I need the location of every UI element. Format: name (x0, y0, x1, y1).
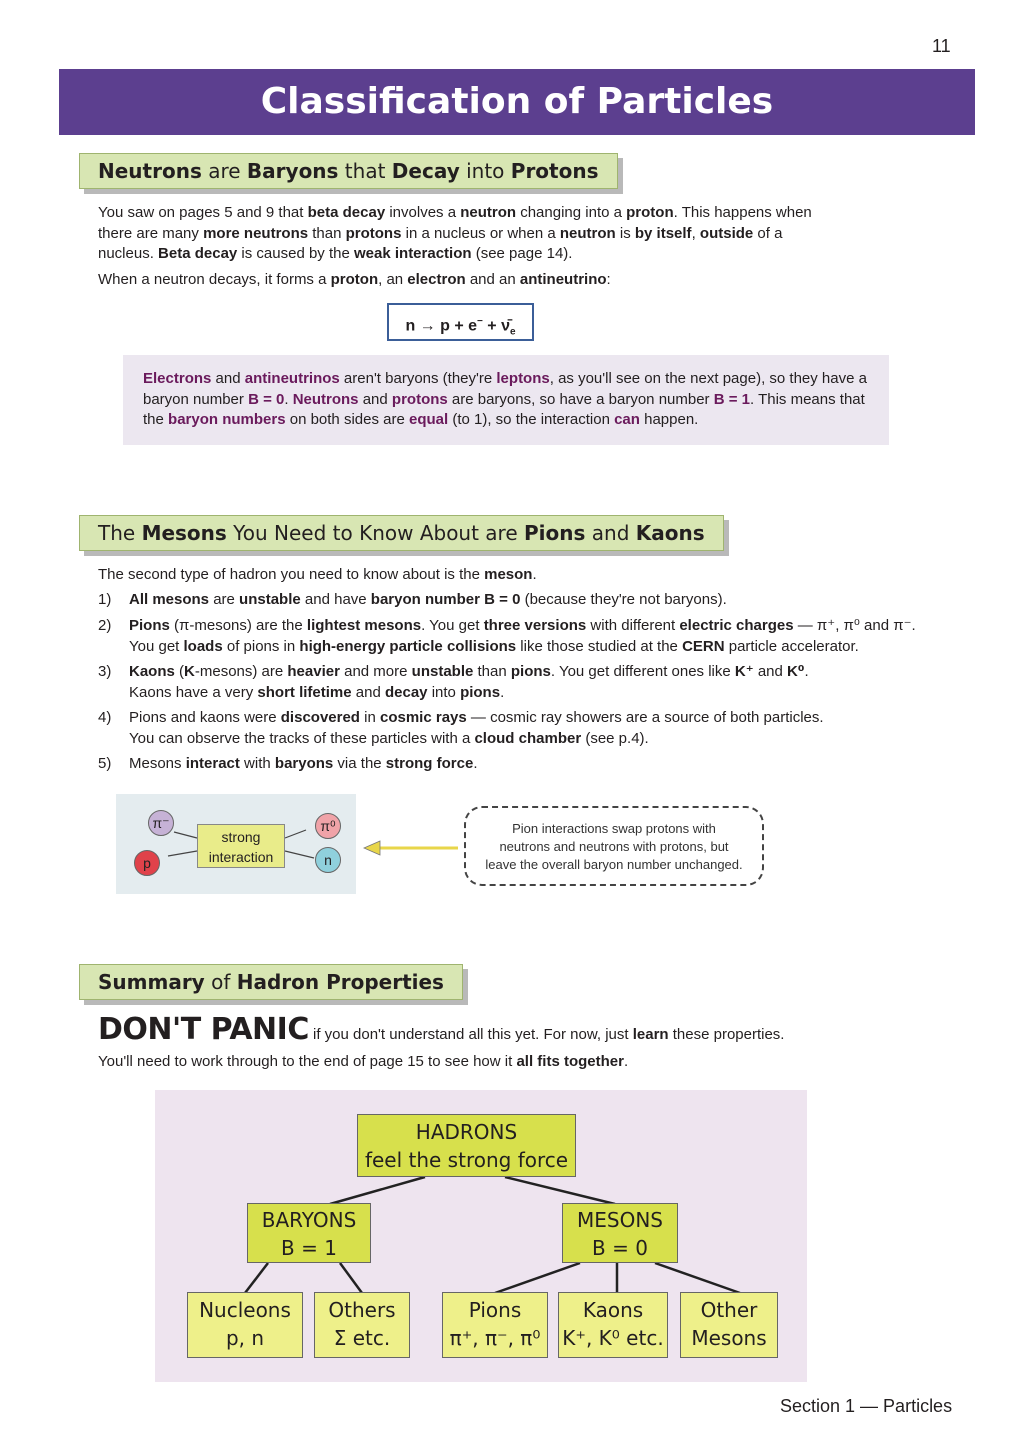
page-number: 11 (932, 36, 951, 56)
text-run: like those studied at the (516, 637, 683, 655)
mesons-node (562, 1203, 678, 1263)
kaons-desc: K⁺, K⁰ etc. (562, 1326, 664, 1350)
bold-run: high-energy particle collisions (299, 637, 517, 655)
text-run: . (500, 683, 505, 701)
text-run: : (606, 271, 611, 288)
bold-run: Summary (98, 970, 205, 994)
connector-hadrons-baryons (330, 1177, 425, 1204)
bold-run: cloud chamber (474, 729, 582, 747)
bold-run: heavier (287, 663, 340, 680)
bold-run: B = 1 (713, 390, 751, 408)
text-run: — cosmic ray showers are a source of both particles. (466, 709, 824, 726)
list-number: 4) (98, 709, 112, 726)
bold-run: leptons (496, 370, 550, 387)
section-heading-summary (79, 964, 463, 1000)
strong-interaction-box (197, 824, 285, 868)
bold-run: unstable (411, 663, 474, 680)
other-mesons-label: Other (700, 1298, 758, 1322)
kaons-label: Kaons (582, 1298, 644, 1322)
bold-run: B = 0 (248, 390, 285, 408)
pion-interaction-callout (464, 806, 764, 886)
bold-run: K⁺ (734, 663, 754, 680)
bold-run: interact (185, 755, 240, 772)
text-run: The (98, 521, 142, 545)
others-label: Others (328, 1298, 396, 1322)
proton-particle: p (134, 850, 160, 876)
text-run: The second type of hadron you need to know about is the (98, 566, 485, 583)
hadron-tree (155, 1090, 807, 1382)
meson-intro (98, 565, 898, 586)
bold-run: neutron (559, 224, 616, 242)
strong-label: strong (221, 829, 261, 845)
pointer-arrow (362, 838, 462, 858)
text-run: -mesons) are (194, 663, 288, 680)
list-number: 2) (98, 617, 112, 634)
text-run: changing into a (516, 204, 627, 221)
text-run: (π-mesons) are the (169, 617, 307, 634)
bold-run: neutron (460, 204, 517, 221)
text-run: of (204, 970, 237, 994)
bold-run: meson (484, 566, 533, 583)
bold-run: Protons (510, 159, 599, 183)
text-run: and (211, 370, 245, 387)
dont-panic-line (98, 1012, 784, 1047)
equation-sub: e (510, 326, 516, 338)
text-run: and an (465, 271, 520, 288)
bold-run: unstable (239, 591, 301, 608)
pions-node (442, 1292, 548, 1358)
text-run: are baryons, so have a baryon number (447, 390, 714, 408)
bold-run: Pions (129, 617, 170, 634)
text-run: . (804, 663, 809, 680)
text-run: . You get different ones like (550, 663, 735, 680)
bold-run: antineutrinos (244, 370, 340, 387)
text-run: . This means that the (143, 390, 865, 428)
bold-run: by itself (634, 224, 692, 242)
decay-equation (387, 303, 534, 341)
nucleons-desc: p, n (225, 1326, 265, 1350)
list-text (129, 708, 989, 749)
fits-together-line (98, 1052, 898, 1073)
baryon-number-note (123, 355, 889, 445)
bold-run: Neutrons (292, 390, 359, 408)
text-run: are (209, 591, 240, 608)
text-run: and (351, 683, 385, 701)
bold-run: can (614, 411, 640, 428)
bold-run: Pions (524, 521, 586, 545)
bold-run: decay (384, 683, 428, 701)
bold-run: cosmic rays (380, 709, 467, 726)
paragraph-neutron-decay (98, 270, 898, 291)
arrow-p-in (168, 851, 197, 856)
text-run: with different (586, 617, 680, 634)
list-number: 3) (98, 663, 112, 680)
text-run: are (201, 159, 247, 183)
text-run: is (615, 224, 635, 242)
text-run: on both sides are (285, 411, 409, 428)
others-desc: Σ etc. (333, 1326, 391, 1350)
bold-run: weak interaction (354, 245, 472, 262)
hadrons-label: HADRONS (415, 1120, 518, 1144)
connector-baryons-others (340, 1263, 362, 1293)
bold-run: Kaons (635, 521, 705, 545)
bold-run: All mesons (129, 591, 210, 608)
kaons-node (558, 1292, 668, 1358)
pi-minus-particle: π⁻ (148, 810, 174, 836)
text-run: , (691, 224, 700, 242)
other-mesons-node (680, 1292, 778, 1358)
dont-panic-text: DON'T PANIC (98, 1012, 309, 1047)
bold-run: loads (183, 637, 223, 655)
other-mesons-desc: Mesons (691, 1326, 767, 1350)
text-run: into (459, 159, 511, 183)
bold-run: short lifetime (257, 683, 352, 701)
list-number: 1) (98, 591, 112, 608)
connector-mesons-other (655, 1263, 740, 1293)
text-run: . You get (421, 617, 484, 634)
hadrons-desc: feel the strong force (364, 1148, 569, 1172)
text-run: , as you'll see on the next page), so they have a baryon number (143, 370, 867, 408)
bold-run: protons (391, 390, 448, 408)
page-title: Classification of Particles (59, 69, 975, 135)
section-heading-neutrons (79, 153, 618, 189)
list-text (129, 590, 989, 611)
baryons-label: BARYONS (261, 1208, 357, 1232)
interaction-label: interaction (208, 849, 274, 865)
paragraph-beta-decay (98, 203, 828, 265)
pi-zero-particle: π⁰ (315, 813, 341, 839)
bold-run: more neutrons (203, 224, 309, 242)
hadrons-node (357, 1114, 576, 1177)
text-run: if you don't understand all this yet. For now, just (308, 1026, 633, 1043)
bold-run: proton (330, 271, 379, 288)
list-text (129, 616, 989, 657)
bold-run: baryon number B = 0 (370, 591, 521, 608)
text-run: You get (129, 637, 184, 655)
text-run: You can observe the tracks of these particles with a (129, 729, 475, 747)
pions-label: Pions (468, 1298, 522, 1322)
text-run: into (427, 683, 461, 701)
bold-run: antineutrino (519, 271, 607, 288)
text-run: is caused by the (237, 245, 354, 262)
text-run: in (359, 709, 380, 726)
arrow-pi0-out (285, 830, 306, 838)
page-footer: Section 1 — Particles (780, 1396, 953, 1416)
text-run: When a neutron decays, it forms a (98, 271, 331, 288)
text-run: and (753, 663, 788, 680)
bold-run: baryon numbers (168, 411, 286, 428)
nucleons-label: Nucleons (199, 1298, 291, 1322)
text-run: . (623, 1053, 629, 1070)
bold-run: electric charges (679, 617, 794, 634)
text-run: aren't baryons (they're (339, 370, 497, 387)
nucleons-node (187, 1292, 303, 1358)
bold-run: proton (626, 204, 674, 221)
bold-run: pions (510, 663, 551, 680)
text-run: via the (333, 755, 386, 772)
bold-run: protons (345, 224, 402, 242)
text-run: (to 1), so the interaction (448, 411, 615, 428)
text-run: You'll need to work through to the end of page 15 to see how it (98, 1053, 517, 1070)
section-heading-mesons (79, 515, 724, 551)
mesons-desc: B = 0 (592, 1236, 648, 1260)
text-run: of a nucleus. (98, 224, 783, 262)
text-run: — π⁺, π⁰ and π⁻. (793, 617, 916, 634)
dont-panic-rest (309, 1026, 785, 1043)
mesons-label: MESONS (577, 1208, 663, 1232)
equation-sup: − (477, 316, 483, 327)
text-run: happen. (639, 411, 699, 428)
others-node (314, 1292, 410, 1358)
text-run: and have (300, 591, 371, 608)
text-run: ( (174, 663, 185, 680)
equation-rest: + ν̄ (482, 317, 510, 335)
text-run: , an (378, 271, 408, 288)
bold-run: Hadron Properties (236, 970, 444, 994)
text-run: (see page 14). (471, 245, 573, 262)
text-run: in a nucleus or when a (401, 224, 560, 242)
text-run: . This happens when there are many (98, 204, 812, 242)
list-text (129, 754, 989, 775)
text-run: . (532, 566, 537, 583)
arrow-pi-in (174, 832, 197, 838)
bold-run: Decay (391, 159, 460, 183)
text-run: Mesons (129, 755, 186, 772)
text-run: particle accelerator. (724, 637, 859, 655)
arrow-n-out (285, 851, 314, 858)
text-run: of pions in (222, 637, 300, 655)
bold-run: equal (408, 411, 449, 428)
text-run: and (358, 390, 392, 408)
bold-run: lightest mesons (306, 617, 422, 634)
text-run: Kaons have a very (129, 683, 258, 701)
text-run: (see p.4). (581, 729, 649, 747)
pointer-arrow-head (364, 841, 380, 855)
bold-run: K⁰ (787, 663, 805, 680)
text-run: than (473, 663, 511, 680)
pions-desc: π⁺, π⁻, π⁰ (449, 1326, 541, 1350)
bold-run: CERN (682, 637, 725, 655)
text-run: with (239, 755, 275, 772)
text-run: involves a (385, 204, 461, 221)
connector-hadrons-mesons (505, 1177, 615, 1204)
callout-line: leave the overall baryon number unchanged. (485, 857, 743, 872)
bold-run: Beta decay (158, 245, 238, 262)
text-run: these properties. (668, 1026, 785, 1043)
bold-run: all fits together (516, 1053, 624, 1070)
text-run: that (338, 159, 392, 183)
equation-main: n → p + e (405, 317, 478, 335)
callout-line: Pion interactions swap protons with (512, 821, 716, 836)
bold-run: electron (407, 271, 466, 288)
bold-run: K (184, 663, 195, 680)
bold-run: beta decay (307, 204, 386, 221)
text-run: You saw on pages 5 and 9 that (98, 204, 308, 221)
bold-run: learn (632, 1026, 669, 1043)
strong-interaction-diagram (116, 794, 356, 894)
bold-run: Kaons (129, 663, 175, 680)
bold-run: Neutrons (98, 159, 202, 183)
text-run: . (284, 390, 293, 408)
text-run: than (308, 224, 346, 242)
connector-mesons-pions (495, 1263, 580, 1293)
baryons-node (247, 1203, 371, 1263)
text-run: and (585, 521, 636, 545)
bold-run: baryons (274, 755, 334, 772)
list-number: 5) (98, 755, 112, 772)
text-run: and more (339, 663, 412, 680)
bold-run: strong force (385, 755, 474, 772)
bold-run: outside (699, 224, 754, 242)
neutron-particle: n (315, 847, 341, 873)
bold-run: three versions (483, 617, 587, 634)
bold-run: Electrons (143, 370, 212, 387)
text-run: . (473, 755, 478, 772)
baryons-desc: B = 1 (281, 1236, 337, 1260)
list-text (129, 662, 989, 703)
bold-run: Mesons (141, 521, 227, 545)
text-run: You Need to Know About are (226, 521, 525, 545)
text-run: Pions and kaons were (129, 709, 281, 726)
bold-run: Baryons (246, 159, 339, 183)
text-run: (because they're not baryons). (520, 591, 727, 608)
connector-baryons-nucleons (245, 1263, 268, 1293)
bold-run: pions (460, 683, 501, 701)
bold-run: discovered (280, 709, 360, 726)
callout-line: neutrons and neutrons with protons, but (499, 839, 729, 854)
